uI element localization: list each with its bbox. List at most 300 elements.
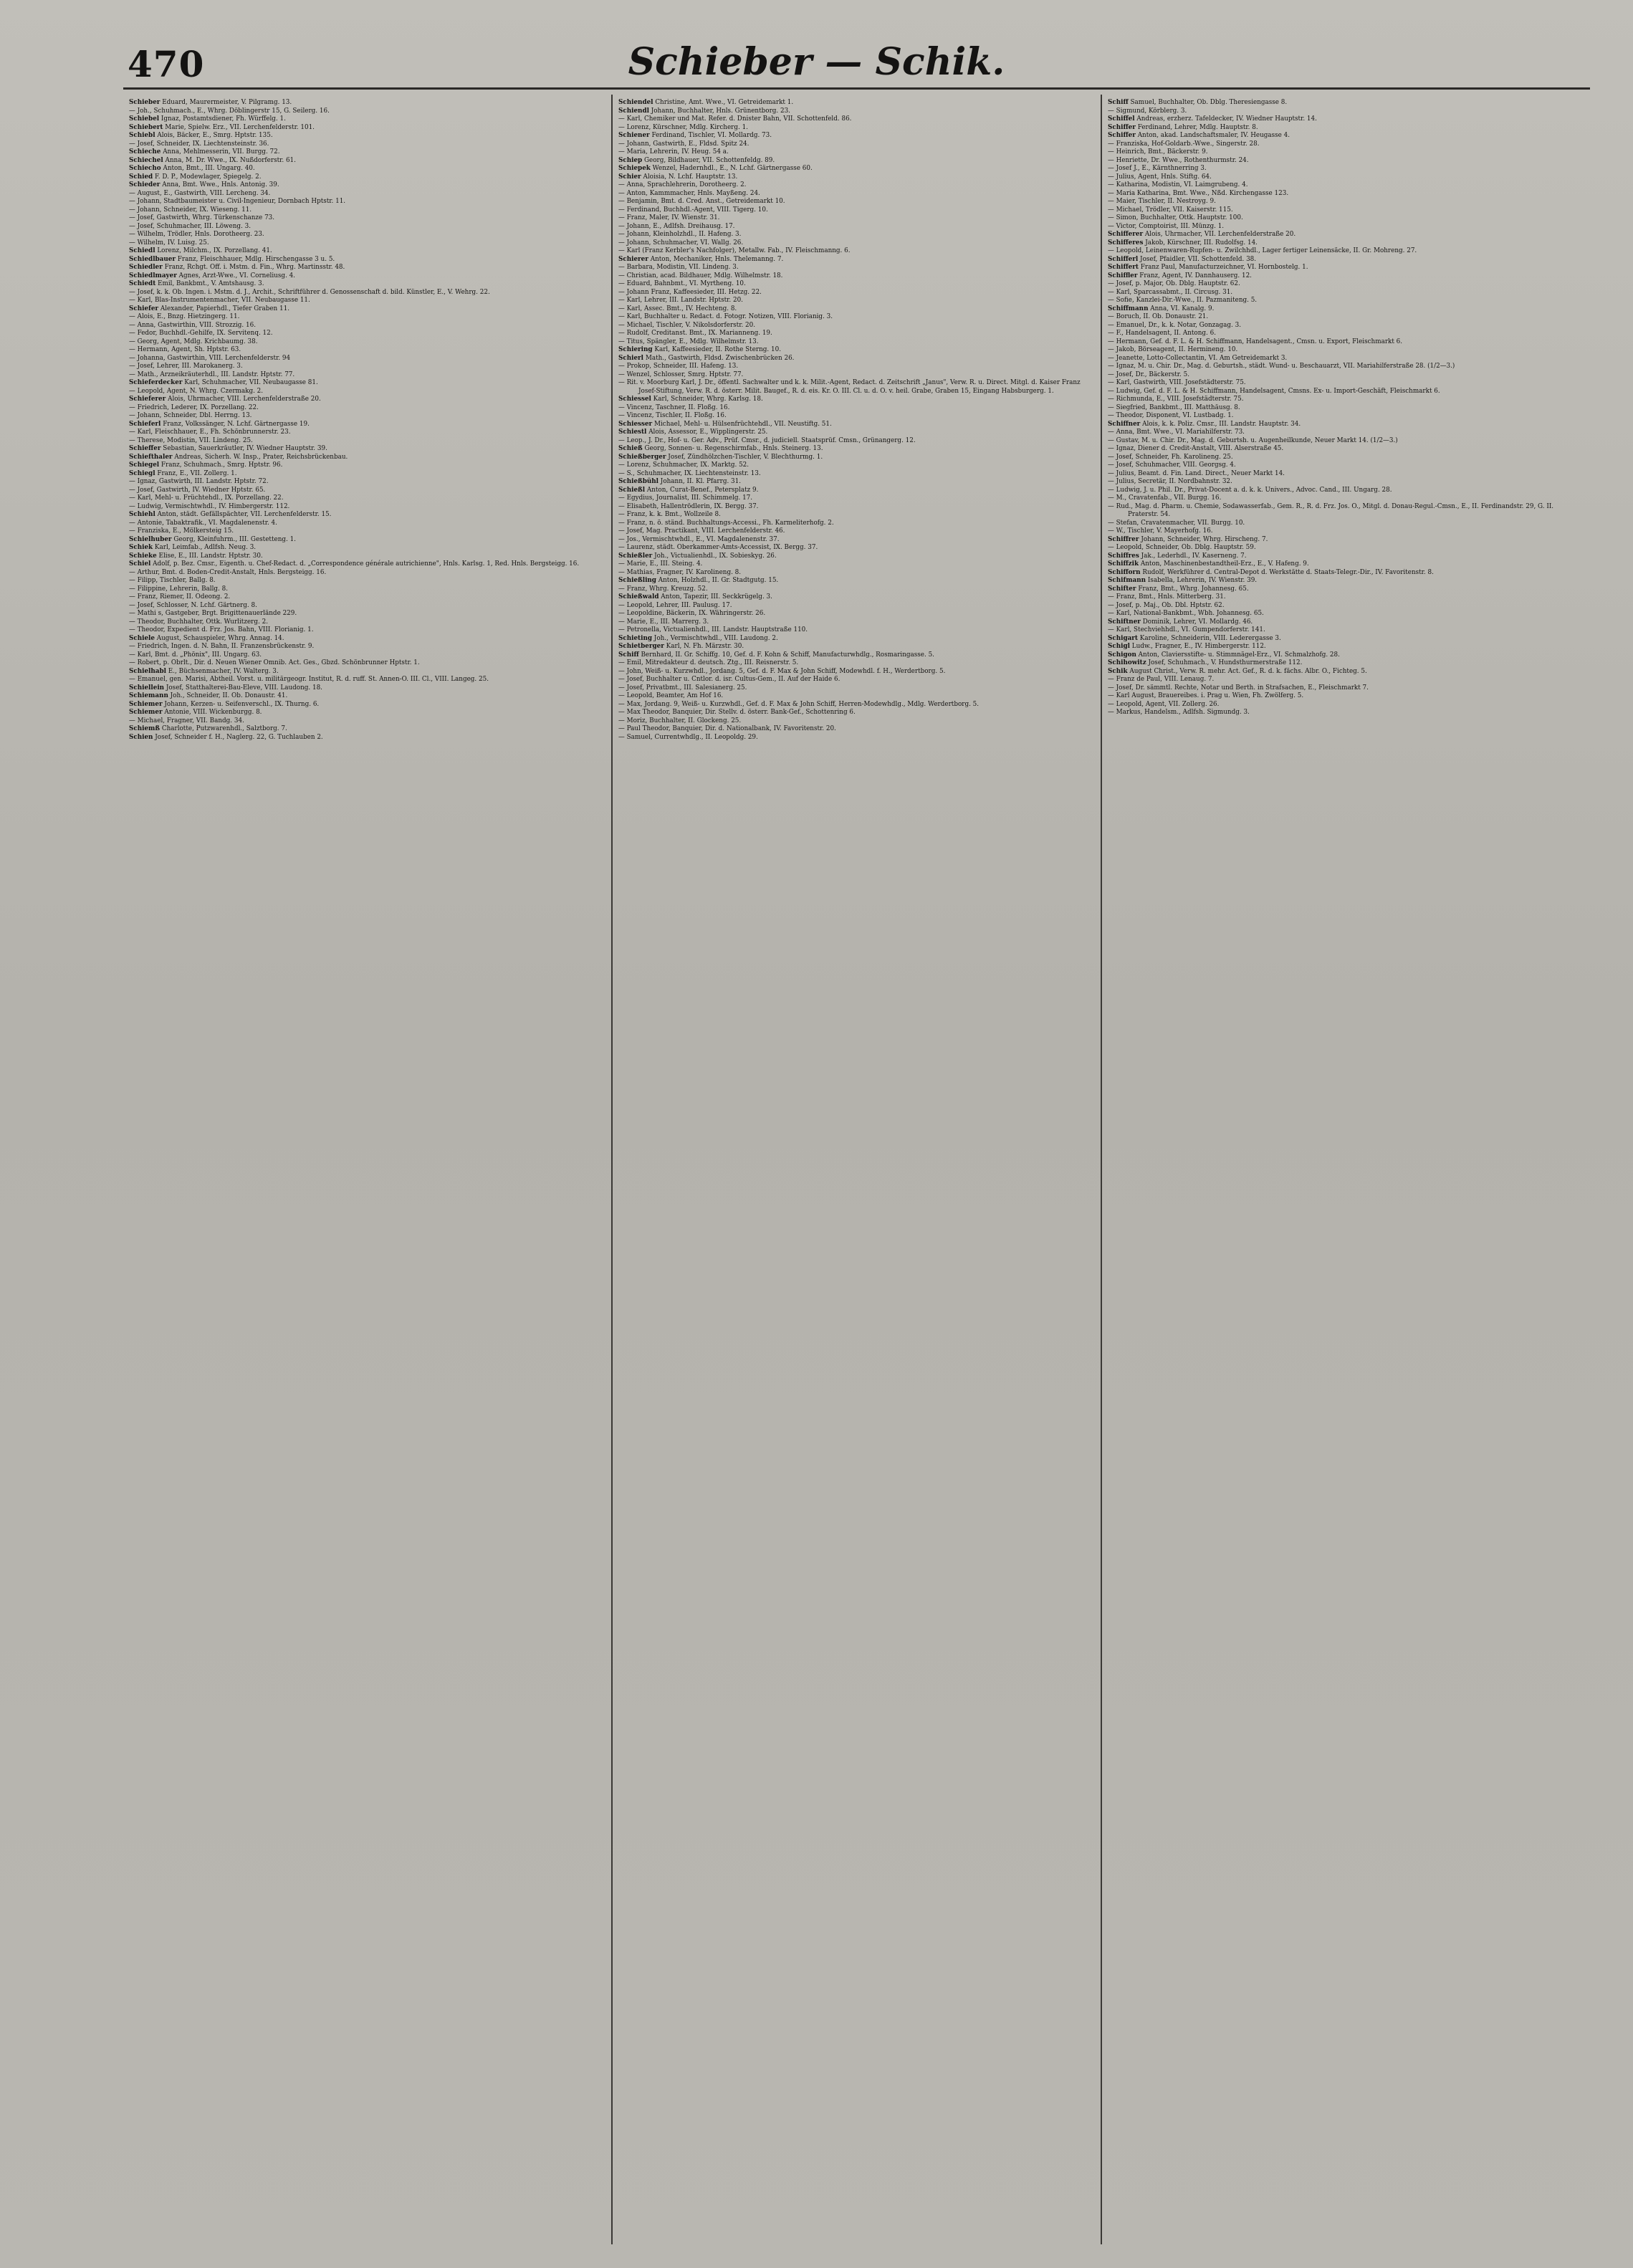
entry-text: — Elisabeth, Hallentrödlerin, IX. Bergg. 37. <box>618 502 759 510</box>
entry-surname: Schiesser <box>618 420 653 428</box>
entry-text: Franz, Bmt., Whrg. Johannesg. 65. <box>1136 585 1249 593</box>
entry-surname: Schiebl <box>129 132 155 139</box>
entry-text: Joh., Vermischtwhdl., VIII. Laudong. 2. <box>652 634 778 642</box>
directory-entry <box>1108 322 1585 330</box>
directory-entry <box>618 338 1093 347</box>
directory-entry <box>1108 445 1585 454</box>
entry-text: Samuel, Buchhalter, Ob. Dblg. Theresiengasse 8. <box>1128 99 1288 106</box>
directory-entry <box>1108 404 1585 413</box>
directory-entry <box>618 461 1093 470</box>
entry-text: — Leopold, Agent, N. Whrg. Czermakg. 2. <box>129 387 264 395</box>
directory-entry <box>618 626 1093 635</box>
entry-surname: Schieke <box>129 552 157 560</box>
directory-entry <box>618 132 1093 140</box>
directory-entry <box>1108 313 1585 322</box>
entry-text: — Johanna, Gastwirthin, VIII. Lerchenfelderstr. 94 <box>129 354 291 362</box>
entry-text: Franz, Agent, IV. Dannhauserg. 12. <box>1137 272 1252 279</box>
entry-text: Josef, Schneider f. H., Naglerg. 22, G. Tuchlauben 2. <box>153 733 323 741</box>
entry-text: — Christian, acad. Bildhauer, Mdlg. Wilhelmstr. 18. <box>618 272 783 279</box>
entry-text: — Maier, Tischler, II. Nestroyg. 9. <box>1108 198 1216 205</box>
directory-entry <box>1108 668 1585 676</box>
column-1 <box>123 95 613 2244</box>
directory-entry <box>129 214 604 223</box>
directory-entry <box>129 709 604 717</box>
entry-surname: Schiffler <box>1108 272 1138 279</box>
directory-entry <box>129 206 604 215</box>
directory-entry <box>129 461 604 470</box>
entry-text: — Simon, Buchhalter, Ottk. Hauptstr. 100. <box>1108 214 1243 221</box>
directory-entry <box>129 313 604 322</box>
entry-text: — Mathias, Fragner, IV. Karolineng. 8. <box>618 568 742 576</box>
entry-text: Anton, Mechaniker, Hnls. Thelemanng. 7. <box>648 255 784 263</box>
entry-surname: Schiendel <box>618 99 653 106</box>
directory-entry <box>129 503 604 512</box>
entry-text: — Ferdinand, Buchhdl.-Agent, VIII. Tigerg. 10. <box>618 206 768 214</box>
entry-text: — Leopoldine, Bäckerin, IX. Währingerstr. 26. <box>618 610 766 617</box>
entry-text: — Prokop, Schneider, III. Hafeng. 13. <box>618 363 739 370</box>
directory-entry <box>129 165 604 173</box>
directory-entry <box>1108 577 1585 585</box>
directory-entry <box>129 585 604 594</box>
entry-text: — Leopold, Leinenwaren-Rupfen- u. Zwilchhdl., Lager fertiger Leinensäcke, II. Gr. Mohreng. 27. <box>1108 247 1417 254</box>
directory-entry <box>618 437 1093 446</box>
entry-surname: Schifmann <box>1108 577 1146 584</box>
entry-text: — Sofie, Kanzlei-Dir.-Wwe., II. Pazmaniteng. 5. <box>1108 297 1258 304</box>
entry-surname: Schigart <box>1108 634 1138 642</box>
entry-surname: Schigl <box>1108 643 1130 650</box>
directory-entry <box>618 494 1093 503</box>
entry-text: Johann, Kerzen- u. Seifenverschl., IX. Thurng. 6. <box>162 700 320 708</box>
entry-text: Alois, k. k. Poliz. Cmsr., III. Landstr. Hauptstr. 34. <box>1140 420 1301 428</box>
directory-entry <box>618 610 1093 618</box>
entry-text: — Karl, Bmt. d. „Phönix", III. Ungarg. 63. <box>129 651 262 659</box>
entry-text: Charlotte, Putzwarenhdl., Salztborg. 7. <box>160 725 287 732</box>
entry-text: E., Büchsenmacher, IV. Walterg. 3. <box>166 667 279 675</box>
directory-entry <box>1108 379 1585 388</box>
entry-text: — Ludwig, Gef. d. F. L. & H. Schiffmann, Handelsagent, Cmsns. Ex- u. Import-Geschäft, Fleischmarkt 6. <box>1108 387 1440 395</box>
directory-entry <box>1108 305 1585 314</box>
directory-entry <box>1108 487 1585 495</box>
directory-entry <box>129 396 604 404</box>
entry-text: Anna, VI. Kanalg. 9. <box>1148 305 1215 312</box>
entry-text: Christine, Amt. Wwe., VI. Getreidemarkt 1. <box>653 99 794 106</box>
directory-entry <box>129 610 604 618</box>
entry-surname: Schiffner <box>1108 420 1141 428</box>
entry-surname: Schiedlbauer <box>129 255 176 263</box>
entry-text: — Franz de Paul, VIII. Lenaug. 7. <box>1108 676 1215 683</box>
entry-text: Karl, Schneider, Whrg. Karlsg. 18. <box>651 396 763 403</box>
entry-text: Karl, N. Fh. Märzstr. 30. <box>664 643 744 650</box>
directory-entry <box>129 322 604 330</box>
entry-text: Sebastian, Sauerkräutler, IV. Wiedner Hauptstr. 39. <box>161 445 327 452</box>
directory-entry <box>1108 181 1585 190</box>
entry-text: — Josef, Schuhmacher, VIII. Georgsg. 4. <box>1108 461 1236 469</box>
entry-surname: Schieferl <box>129 420 161 428</box>
directory-entry <box>1108 593 1585 602</box>
entry-text: — Marie, E., III. Marrerg. 3. <box>618 618 709 626</box>
directory-entry <box>1108 602 1585 611</box>
directory-entry <box>129 421 604 429</box>
directory-entry <box>618 602 1093 611</box>
entry-text: Anton, Bmt., III. Ungarg. 40. <box>161 165 255 172</box>
directory-entry <box>1108 437 1585 446</box>
directory-entry <box>1108 527 1585 536</box>
directory-entry <box>618 503 1093 512</box>
entry-text: — Marie, E., III. Steing. 4. <box>618 560 703 568</box>
entry-text: — Karl, Blas-Instrumentenmacher, VII. Neubaugasse 11. <box>129 297 310 304</box>
entry-text: — Josef, p. Major, Ob. Dblg. Hauptstr. 62. <box>1108 280 1240 287</box>
directory-entry <box>129 470 604 479</box>
entry-text: Math., Gastwirth, Fldsd. Zwischenbrücken 26. <box>643 354 795 362</box>
entry-surname: Schießler <box>618 552 653 560</box>
column-3 <box>1102 95 1592 2244</box>
directory-entry <box>129 115 604 124</box>
entry-text: Agnes, Arzt-Wwe., VI. Corneliusg. 4. <box>176 272 295 279</box>
entry-text: — Eduard, Bahnbmt., VI. Myrtheng. 10. <box>618 280 746 287</box>
directory-entry <box>618 371 1093 380</box>
directory-entry <box>1108 256 1585 264</box>
directory-entry <box>618 725 1093 734</box>
entry-text: — Karl, National-Bankbmt., Wbh. Johannesg. 65. <box>1108 610 1264 617</box>
directory-entry <box>618 280 1093 289</box>
entry-text: Michael, Mehl- u. Hülsenfrüchtehdl., VII. Neustiftg. 51. <box>652 420 832 428</box>
entry-text: — Karl, Buchhalter u. Redact. d. Fotogr. Notizen, VIII. Florianig. 3. <box>618 313 833 320</box>
directory-entry <box>618 124 1093 133</box>
entry-text: — Theodor, Disponent, VI. Lustbadg. 1. <box>1108 412 1234 419</box>
directory-entry <box>618 115 1093 124</box>
entry-surname: Schied <box>129 173 153 181</box>
entry-text: Josef, Pfaidler, VII. Schottenfeld. 38. <box>1138 255 1257 263</box>
entry-surname: Schiffel <box>1108 115 1135 123</box>
directory-entry <box>129 338 604 347</box>
directory-entry <box>618 264 1093 272</box>
directory-entry <box>618 330 1093 338</box>
entry-text: — Anna, Bmt. Wwe., VI. Mariahilferstr. 73. <box>1108 429 1245 436</box>
entry-text: — Jeanette, Lotto-Collectantin, VI. Am Getreidemarkt 3. <box>1108 354 1288 362</box>
entry-text: — Moriz, Buchhalter, II. Glockeng. 25. <box>618 717 742 724</box>
entry-text: — Karl, Lehrer, III. Landstr. Hptstr. 20. <box>618 297 743 304</box>
entry-surname: Schiffert <box>1108 264 1139 271</box>
entry-text: Ignaz, Postamtsdiener, Fh. Würffelg. 1. <box>159 115 286 123</box>
entry-text: — Vincenz, Taschner, II. Floßg. 16. <box>618 403 730 411</box>
entry-text: — Benjamin, Bmt. d. Cred. Anst., Getreidemarkt 10. <box>618 198 785 205</box>
entry-text: — Franz, Maler, IV. Wienstr. 31. <box>618 214 720 221</box>
entry-text: — Leopold, Lehrer, III. Paulusg. 17. <box>618 601 732 609</box>
entry-surname: Schiecho <box>129 165 161 172</box>
directory-entry <box>618 379 1093 396</box>
directory-entry <box>618 412 1093 421</box>
entry-text: Karoline, Schneiderin, VIII. Lederergasse 3. <box>1138 634 1281 642</box>
entry-text: — Karl (Franz Kerbler's Nachfolger), Metallw. Fab., IV. Fleischmanng. 6. <box>618 247 851 254</box>
directory-entry <box>1108 429 1585 437</box>
entry-text: — Jakob, Börseagent, II. Hermineng. 10. <box>1108 346 1238 353</box>
directory-entry <box>1108 701 1585 709</box>
entry-text: — Johann, Kleinholzhdl., II. Hafeng. 3. <box>618 231 742 238</box>
directory-entry <box>1108 231 1585 239</box>
directory-entry <box>618 560 1093 569</box>
directory-entry <box>1108 569 1585 578</box>
entry-surname: Schier <box>618 173 641 181</box>
directory-entry <box>1108 140 1585 149</box>
directory-entry <box>618 231 1093 239</box>
entry-text: Anton, Maschinenbestandtheil-Erz., E., V. Hafeng. 9. <box>1139 560 1309 568</box>
entry-text: — W., Tischler, V. Mayerhofg. 16. <box>1108 527 1213 535</box>
directory-entry <box>618 651 1093 660</box>
entry-text: — Franz, Riemer, II. Odeong. 2. <box>129 593 231 601</box>
page-number: 470 <box>128 43 205 85</box>
directory-entry <box>1108 651 1585 660</box>
directory-entry <box>618 536 1093 545</box>
directory-entry <box>129 429 604 437</box>
entry-text: — Josef, Privatbmt., III. Salesianerg. 25. <box>618 684 747 692</box>
directory-entry <box>618 140 1093 149</box>
entry-text: — Wilhelm, Trödler, Hnls. Dorotheerg. 23. <box>129 231 264 238</box>
directory-entry <box>1108 709 1585 717</box>
entry-text: Joh., Victualienhdl., IX. Sobieskyg. 26. <box>652 552 777 560</box>
directory-entry <box>618 734 1093 742</box>
directory-entry <box>1108 503 1585 520</box>
directory-entry <box>618 148 1093 157</box>
entry-text: Karl, Schuhmacher, VII. Neubaugasse 81. <box>182 379 318 386</box>
directory-entry <box>618 355 1093 363</box>
entry-text: Georg, Bildhauer, VII. Schottenfeldg. 89. <box>642 156 775 164</box>
directory-entry <box>129 544 604 552</box>
directory-entry <box>129 635 604 643</box>
entry-text: — Karl, Stechviehhdl., VI. Gumpendorferstr. 141. <box>1108 626 1265 633</box>
entry-text: — Johann Franz, Kaffeesieder, III. Hetzg. 22. <box>618 288 762 296</box>
entry-surname: Schiffmann <box>1108 305 1149 312</box>
entry-text: — F., Handelsagent, II. Antong. 6. <box>1108 330 1217 337</box>
entry-surname: Schiele <box>129 634 155 642</box>
directory-entry <box>618 659 1093 668</box>
entry-surname: Schiemann <box>129 692 168 699</box>
entry-surname: Schielhuber <box>129 535 172 543</box>
entry-text: Anton, Curat-Benef., Petersplatz 9. <box>645 486 759 494</box>
entry-text: — Antonie, Tabaktrafik., VI. Magdalenenstr. 4. <box>129 519 277 527</box>
entry-surname: Schieting <box>618 634 652 642</box>
directory-entry <box>618 544 1093 552</box>
entry-text: — Stefan, Cravatenmacher, VII. Burgg. 10. <box>1108 519 1245 527</box>
directory-entry <box>618 668 1093 676</box>
entry-text: Georg, Kleinfuhrm., III. Gestetteng. 1. <box>171 535 296 543</box>
directory-entry <box>618 247 1093 256</box>
entry-text: — Wilhelm, IV. Luisg. 25. <box>129 239 209 247</box>
directory-entry <box>1108 297 1585 305</box>
directory-entry <box>1108 346 1585 355</box>
directory-entry <box>618 404 1093 413</box>
directory-entry <box>129 602 604 611</box>
directory-entry <box>618 107 1093 116</box>
entry-surname: Schiedler <box>129 264 163 271</box>
entry-surname: Schießwald <box>618 593 659 601</box>
entry-surname: Schießl <box>618 486 646 494</box>
directory-entry <box>618 618 1093 627</box>
directory-columns <box>123 95 1592 2244</box>
entry-surname: Schiehl <box>129 511 155 518</box>
directory-entry <box>1108 272 1585 281</box>
entry-text: — August, E., Gastwirth, VIII. Lercheng. 34. <box>129 189 271 197</box>
entry-text: Karl, Leimfab., Adlfsh. Neug. 3. <box>153 544 257 551</box>
directory-entry <box>618 684 1093 693</box>
directory-entry <box>129 181 604 190</box>
directory-entry <box>618 709 1093 717</box>
entry-surname: Schiemer <box>129 709 163 716</box>
entry-text: — Victor, Comptoirist, III. Münzg. 1. <box>1108 222 1225 230</box>
entry-text: Georg, Sonnen- u. Regenschirmfab., Hnls. Steinerg. 13. <box>642 445 823 452</box>
entry-surname: Schiering <box>618 346 653 353</box>
directory-entry <box>618 692 1093 701</box>
directory-entry <box>129 404 604 413</box>
entry-text: — Johann, Gastwirth, E., Fldsd. Spitz 24. <box>618 140 750 148</box>
entry-text: — Hermann, Agent, Sh. Hptstr. 63. <box>129 346 241 353</box>
entry-text: Anton, städt. Gefällspächter, VII. Lerchenfelderstr. 15. <box>155 511 332 518</box>
entry-text: — Lorenz, Kürschner, Mdlg. Kircherg. 1. <box>618 123 748 131</box>
entry-surname: Schifferl <box>1108 255 1139 263</box>
directory-entry <box>129 305 604 314</box>
entry-text: Jak., Lederhdl., IV. Kaserneng. 7. <box>1139 552 1247 560</box>
entry-surname: Schiffer <box>1108 123 1136 131</box>
entry-text: Alexander, Papierhdl., Tiefer Graben 11. <box>158 305 290 312</box>
directory-entry <box>129 388 604 396</box>
directory-entry <box>129 668 604 676</box>
entry-text: Andreas, Sicherh. W. Insp., Prater, Reichsbrückenbau. <box>172 453 348 461</box>
directory-entry <box>129 412 604 421</box>
directory-entry <box>129 478 604 487</box>
entry-surname: Schiff <box>618 651 639 659</box>
directory-entry <box>618 198 1093 206</box>
entry-text: Alois, Uhrmacher, VII. Lerchenfelderstraße 20. <box>1143 231 1296 238</box>
entry-text: — Hermann, Gef. d. F. L. & H. Schiffmann, Handelsagent., Cmsn. u. Export, Fleischmarkt 6. <box>1108 338 1403 345</box>
entry-text: Johann, II. Kl. Pfarrg. 31. <box>659 478 742 485</box>
entry-text: — Julius, Agent, Hnls. Stiftg. 64. <box>1108 173 1212 181</box>
entry-surname: Schiel <box>129 560 151 568</box>
directory-entry <box>129 445 604 454</box>
entry-text: — Michael, Tischler, V. Nikolsdorferstr. 20. <box>618 321 756 329</box>
directory-entry <box>1108 659 1585 668</box>
entry-text: — Josef, Schuhmacher, III. Löweng. 3. <box>129 222 252 230</box>
directory-entry <box>618 346 1093 355</box>
directory-entry <box>129 511 604 520</box>
entry-text: Elise, E., III. Landstr. Hptstr. 30. <box>156 552 263 560</box>
entry-surname: Schiegel <box>129 461 160 469</box>
directory-entry <box>618 487 1093 495</box>
entry-surname: Schieche <box>129 148 161 155</box>
entry-text: Anton, Tapezir, III. Seckkrügelg. 3. <box>659 593 772 601</box>
entry-text: — Anna, Sprachlehrerin, Dorotheerg. 2. <box>618 181 747 188</box>
entry-text: — Josef, p. Maj., Ob. Dbl. Hptstr. 62. <box>1108 601 1225 609</box>
directory-entry <box>1108 206 1585 215</box>
entry-text: — Josef, Dr. sämmtl. Rechte, Notar und Berth. in Strafsachen, E., Fleischmarkt 7. <box>1108 684 1369 692</box>
directory-entry <box>1108 289 1585 297</box>
directory-entry <box>618 206 1093 215</box>
entry-text: — Johann, Schneider, Dbl. Herrng. 13. <box>129 412 252 419</box>
header-rule <box>123 87 1590 90</box>
directory-entry <box>1108 552 1585 561</box>
running-title: Schieber — Schik. <box>628 40 1005 84</box>
directory-entry <box>618 429 1093 437</box>
directory-entry <box>618 577 1093 585</box>
entry-text: — S., Schuhmacher, IX. Liechtensteinstr. 13. <box>618 469 761 477</box>
entry-text: Franz, Volkssänger, N. Lchf. Gärtnergasse 19. <box>161 420 310 428</box>
entry-text: — Leopold, Agent, VII. Zollerg. 26. <box>1108 700 1220 708</box>
directory-entry <box>129 99 604 107</box>
entry-text: — Josef, Lehrer, III. Marokanerg. 3. <box>129 363 243 370</box>
entry-text: — Karl, Mehl- u. Früchtehdl., IX. Porzellang. 22. <box>129 494 284 502</box>
entry-text: Johann, Buchhalter, Hnls. Grünentborg. 23. <box>648 107 790 115</box>
directory-entry <box>1108 618 1585 627</box>
entry-text: — Anna, Gastwirthin, VIII. Strozzig. 16. <box>129 321 256 329</box>
entry-text: — Petronella, Victualienhdl., III. Landstr. Hauptstraße 110. <box>618 626 808 633</box>
entry-text: Josef, Statthalterei-Bau-Eleve, VIII. Laudong. 18. <box>164 684 322 692</box>
directory-entry <box>129 363 604 371</box>
entry-text: — Emanuel, gen. Marisi, Abtheil. Vorst. u. militärgeogr. Institut, R. d. ruff. St. Annen-O. III. Cl., VIII. Langeg. 25. <box>129 676 489 683</box>
entry-text: Jakob, Kürschner, III. Rudolfsg. 14. <box>1143 239 1258 247</box>
entry-text: — Vincenz, Tischler, II. Floßg. 16. <box>618 412 727 419</box>
directory-entry <box>129 651 604 660</box>
directory-entry <box>129 355 604 363</box>
entry-text: — Friedrich, Ingen. d. N. Bahn, II. Franzensbrückenstr. 9. <box>129 643 315 650</box>
entry-text: — Titus, Spängler, E., Mdlg. Wilhelmstr. 13. <box>618 338 759 345</box>
entry-text: — Henriette, Dr. Wwe., Rothenthurmstr. 24. <box>1108 156 1249 164</box>
directory-entry <box>618 313 1093 322</box>
entry-text: — Paul Theodor, Banquier, Dir. d. Nationalbank, IV. Favoritenstr. 20. <box>618 725 836 732</box>
directory-entry <box>618 181 1093 190</box>
directory-entry <box>129 107 604 116</box>
entry-surname: Schierl <box>618 354 644 362</box>
entry-surname: Schifferes <box>1108 239 1144 247</box>
directory-entry <box>129 725 604 734</box>
directory-entry <box>618 585 1093 594</box>
entry-surname: Schiep <box>618 156 643 164</box>
entry-surname: Schiedt <box>129 280 156 287</box>
directory-entry <box>1108 635 1585 643</box>
entry-surname: Schiebel <box>129 115 160 123</box>
directory-entry <box>618 676 1093 684</box>
entry-text: Anton, Holzhdl., II. Gr. Stadtgutg. 15. <box>656 577 779 584</box>
entry-surname: Schiffzik <box>1108 560 1139 568</box>
entry-surname: Schielhabl <box>129 667 166 675</box>
entry-surname: Schiemer <box>129 700 163 708</box>
entry-surname: Schiener <box>618 132 650 139</box>
entry-text: — Michael, Fragner, VII. Bandg. 34. <box>129 717 244 724</box>
entry-text: August, Schauspieler, Whrg. Annag. 14. <box>154 634 284 642</box>
directory-entry <box>1108 421 1585 429</box>
directory-entry <box>1108 371 1585 380</box>
directory-entry <box>1108 132 1585 140</box>
directory-entry <box>618 272 1093 281</box>
directory-entry <box>618 520 1093 528</box>
entry-text: — Georg, Agent, Mdlg. Krichbaumg. 38. <box>129 338 258 345</box>
entry-text: — Leop., J. Dr., Hof- u. Ger. Adv., Prüf. Cmsr., d. judiciell. Staatsprüf. Cmsn., Grünangerg. 12. <box>618 436 916 444</box>
directory-entry <box>1108 338 1585 347</box>
directory-entry <box>618 445 1093 454</box>
directory-entry <box>129 330 604 338</box>
directory-entry <box>1108 585 1585 594</box>
entry-text: Anton, akad. Landschaftsmaler, IV. Heugasse 4. <box>1135 132 1290 139</box>
directory-entry <box>129 552 604 561</box>
entry-text: — Johann, Schneider, IX. Wieseng. 11. <box>129 206 252 214</box>
directory-entry <box>1108 157 1585 166</box>
directory-entry <box>618 421 1093 429</box>
entry-text: — Josef, Buchhalter u. Cntlor. d. isr. Cultus-Gem., II. Auf der Haide 6. <box>618 676 841 683</box>
directory-entry <box>1108 148 1585 157</box>
directory-entry <box>129 643 604 651</box>
entry-text: Antonie, VIII. Wickenburgg. 8. <box>162 709 262 716</box>
directory-entry <box>618 214 1093 223</box>
directory-entry <box>129 272 604 281</box>
entry-surname: Schiffer <box>1108 132 1136 139</box>
directory-entry <box>1108 280 1585 289</box>
